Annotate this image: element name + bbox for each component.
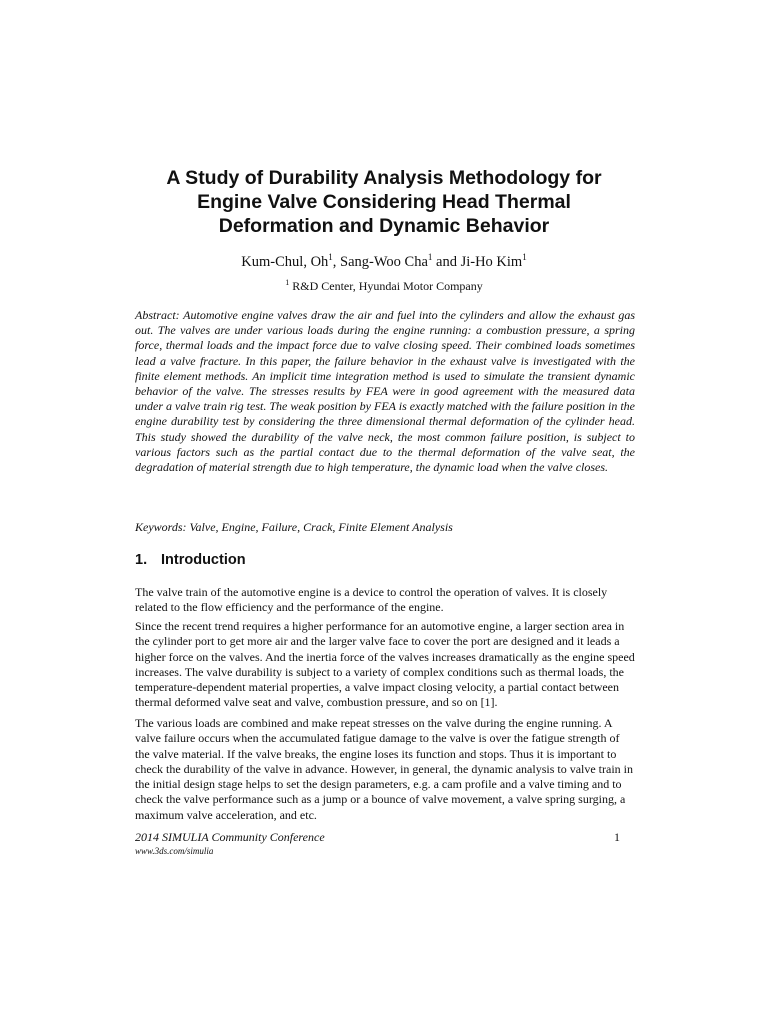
footer-conference: 2014 SIMULIA Community Conference	[135, 830, 325, 844]
paper-title	[120, 166, 648, 238]
title-line: Deformation and Dynamic Behavior	[218, 215, 550, 237]
affiliation-marker: 1	[285, 278, 290, 287]
body-paragraph: The various loads are combined and make repeat stresses on the valve during the engine running. A valve failure occurs when the accumulated fatigue damage to the valve is over the fatigue strength of the valve material. If the valve breaks, the engine loses its function and stops. Thus it is important to check the durability of the valve in advance. However, in general, the dynamic analysis to valve train in the initial design stage helps to set the design parameters, e.g. a cam profile and a valve timing and to check the valve performance such as a jump or a bounce of valve movement, a valve spring surging, a maximum valve acceleration, and etc.	[135, 716, 634, 822]
affiliation-text: R&D Center, Hyundai Motor Company	[289, 279, 483, 293]
author-separator: and	[432, 254, 461, 270]
body-paragraph: Since the recent trend requires a higher performance for an automotive engine, a larger section area in the cylinder port to get more air and the larger valve face to cover the port are designed and it leads a higher force on the valves. And the inertia force of the valves increases dramatically as the engine speed increases. The valve durability is subject to a variety of complex conditions such as thermal loads, the temperature-dependent material properties, a valve impact closing velocity, a partial contact between thermal deformed valve seat and valve, combustion pressure, and so on [1].	[135, 619, 635, 710]
abstract: Abstract: Automotive engine valves draw the air and fuel into the cylinders and allow the exhaust gas out. The valves are under various loads during the engine running: a combustion pressure, a spring force, thermal loads and the impact force due to valve closing speed. Their combined loads sometimes lead a valve fracture. In this paper, the failure behavior in the exhaust valve is investigated with the finite element methods. An implicit time integration method is used to simulate the transient dynamic behavior of the valve. The stresses results by FEA were in good agreement with the measured data under a valve train rig test. The weak position by FEA is exactly matched with the failure position in the engine durability test by considering the three dimensional thermal deformation of the cylinder head. This study showed the durability of the valve neck, the most common failure position, is subject to various factors such as the partial contact due to the thermal deformation of the valve seat, the degradation of material strength due to high temperature, the dynamic load when the valve closes.	[135, 308, 635, 475]
footer-url: www.3ds.com/simulia	[135, 846, 214, 856]
affiliation-marker: 1	[427, 252, 433, 263]
keywords: Keywords: Valve, Engine, Failure, Crack, Finite Element Analysis	[135, 520, 453, 534]
author-name: Kum-Chul, Oh	[241, 254, 329, 270]
title-line: Engine Valve Considering Head Thermal	[197, 191, 571, 213]
author-separator: ,	[332, 254, 341, 270]
section-number: 1.	[135, 552, 148, 568]
body-paragraph: The valve train of the automotive engine is a device to control the operation of valves. It is closely related to the flow efficiency and the performance of the engine.	[135, 585, 608, 615]
section-heading	[135, 551, 246, 569]
section-title: Introduction	[161, 552, 246, 568]
author-name: Sang-Woo Cha	[340, 254, 428, 270]
page-number: 1	[614, 830, 620, 844]
affiliation	[120, 278, 648, 294]
author-name: Ji-Ho Kim	[460, 254, 523, 270]
affiliation-marker: 1	[522, 252, 527, 263]
title-line: A Study of Durability Analysis Methodology for	[166, 167, 602, 189]
author-list	[120, 252, 648, 272]
affiliation-marker: 1	[328, 252, 333, 263]
